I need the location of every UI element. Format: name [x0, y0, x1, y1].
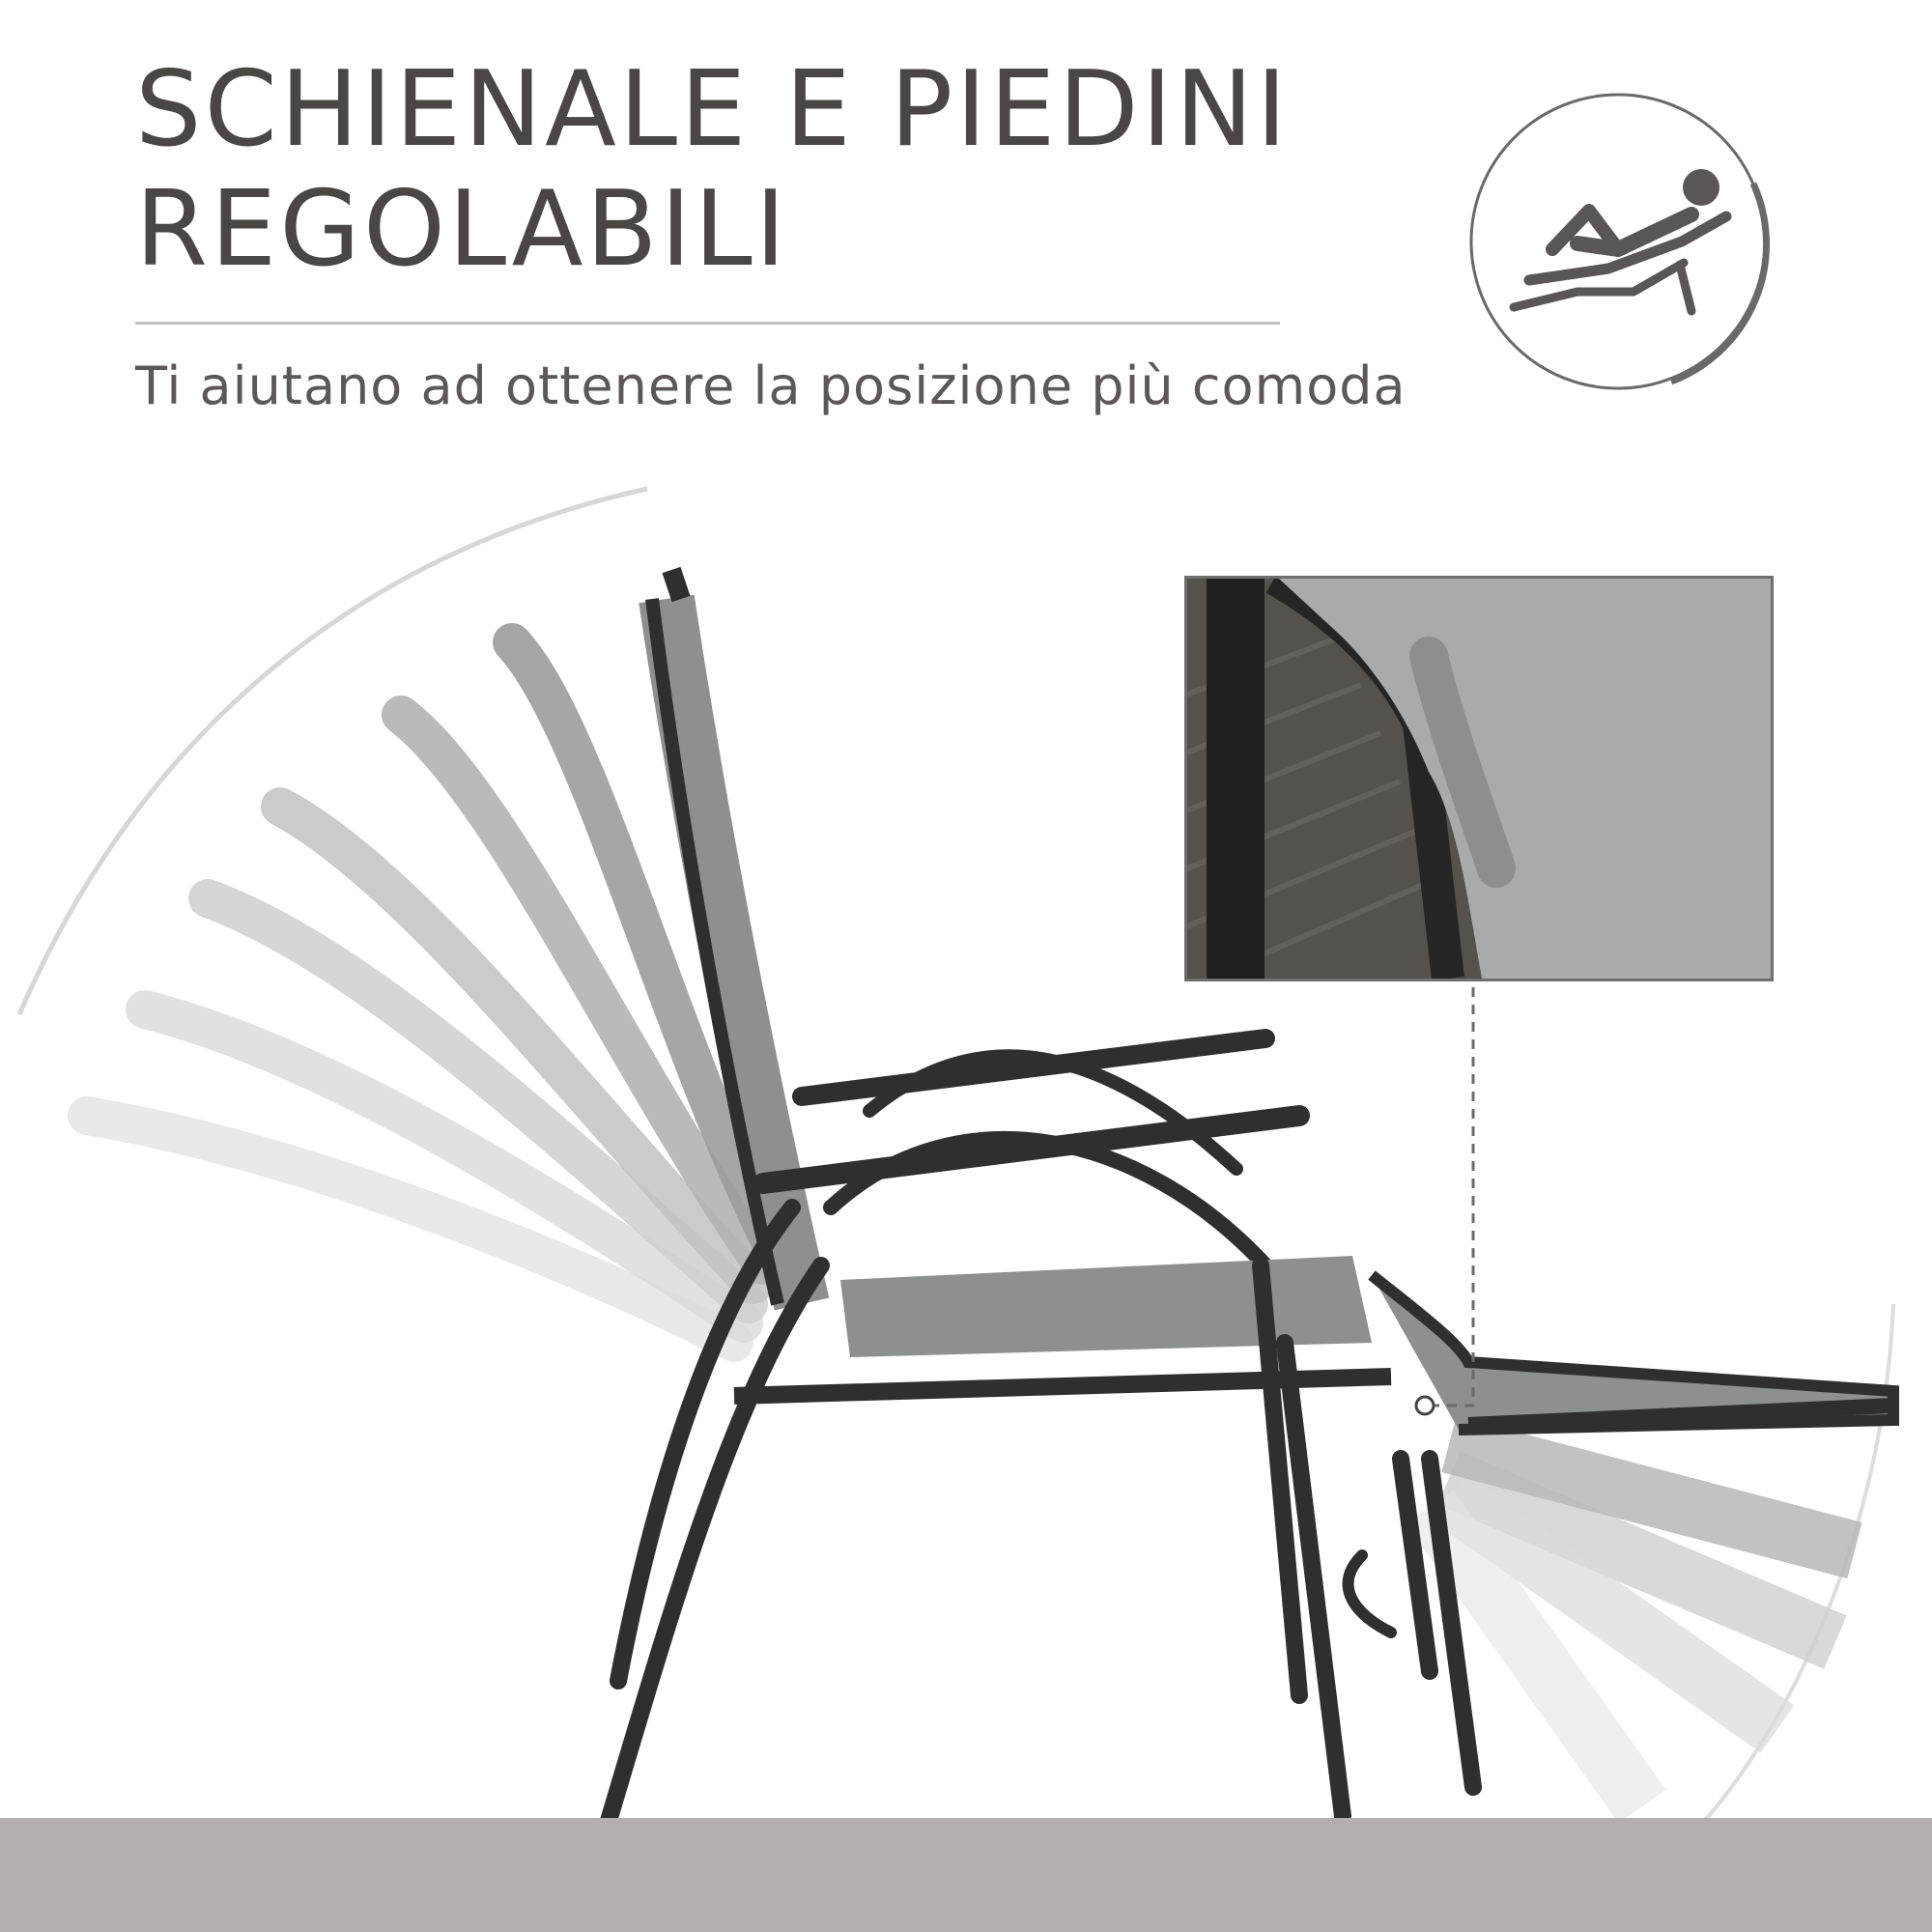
detail-pointer-dot [1416, 1397, 1434, 1414]
title-line-2: REGOLABILI [135, 169, 789, 290]
floor-band [0, 1818, 1932, 1932]
armrests [763, 1038, 1299, 1265]
footrest-ghosts [1430, 1444, 1855, 1806]
fabric-detail-inset [1184, 576, 1774, 981]
fabric-seam-closeup [1187, 579, 1771, 979]
subtitle: Ti aiutano ad ottenere la posizione più comoda [135, 355, 1406, 416]
reclining-person-icon [1463, 87, 1773, 396]
title-divider [135, 322, 1280, 325]
seat-frame [734, 1256, 1893, 1430]
title-line-1: SCHIENALE E PIEDINI [135, 49, 1291, 170]
page-title [135, 50, 1294, 290]
